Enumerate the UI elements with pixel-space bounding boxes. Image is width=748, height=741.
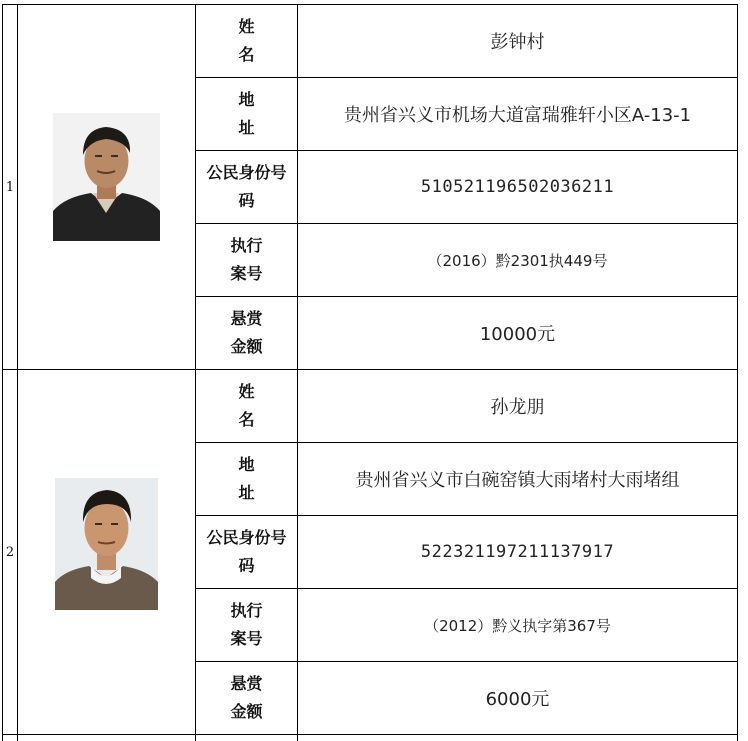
label-id-line2: 码 bbox=[238, 556, 255, 575]
label-case-line1: 执行 bbox=[230, 601, 263, 620]
value-reward: 10000元 bbox=[479, 324, 556, 345]
label-reward-line1: 悬赏 bbox=[230, 309, 263, 328]
label-reward-line2: 金额 bbox=[230, 337, 263, 356]
value-name: 孙龙朋 bbox=[490, 397, 545, 418]
record-index: 2 bbox=[5, 544, 15, 560]
label-name: 姓名 bbox=[238, 17, 293, 64]
grid-line bbox=[2, 734, 738, 735]
record-index: 1 bbox=[5, 179, 15, 195]
label-id-number bbox=[196, 516, 297, 588]
value-case-number: （2016）黔2301执449号 bbox=[427, 251, 608, 270]
label-id-number bbox=[196, 151, 297, 223]
label-address: 地址 bbox=[238, 455, 293, 502]
label-reward-line2: 金额 bbox=[230, 702, 263, 721]
label-id-line2: 码 bbox=[238, 191, 255, 210]
label-id-line1: 公民身份号 bbox=[206, 163, 287, 182]
portrait-photo-2 bbox=[55, 478, 158, 610]
value-name: 彭钟村 bbox=[490, 32, 545, 53]
value-id-number: 510521196502036211 bbox=[420, 177, 615, 197]
label-case-number bbox=[196, 589, 297, 661]
label-case-number bbox=[196, 224, 297, 296]
value-id-number: 522321197211137917 bbox=[420, 542, 615, 562]
value-case-number: （2012）黔义执字第367号 bbox=[424, 616, 611, 635]
label-reward bbox=[196, 297, 297, 369]
value-address: 贵州省兴义市白碗窑镇大雨堵村大雨堵组 bbox=[355, 470, 680, 491]
label-reward-line1: 悬赏 bbox=[230, 674, 263, 693]
label-case-line2: 案号 bbox=[230, 264, 263, 283]
label-name: 姓名 bbox=[238, 382, 293, 429]
label-case-line2: 案号 bbox=[230, 629, 263, 648]
person-photo bbox=[55, 478, 158, 614]
label-address: 地址 bbox=[238, 90, 293, 137]
label-case-line1: 执行 bbox=[230, 236, 263, 255]
grid-line bbox=[17, 4, 18, 741]
portrait-photo-1 bbox=[53, 113, 160, 241]
label-reward bbox=[196, 662, 297, 734]
label-id-line1: 公民身份号 bbox=[206, 528, 287, 547]
value-address: 贵州省兴义市机场大道富瑞雅轩小区A-13-1 bbox=[343, 105, 692, 126]
person-photo bbox=[53, 113, 160, 245]
grid-line bbox=[737, 4, 738, 741]
value-reward: 6000元 bbox=[485, 689, 550, 710]
